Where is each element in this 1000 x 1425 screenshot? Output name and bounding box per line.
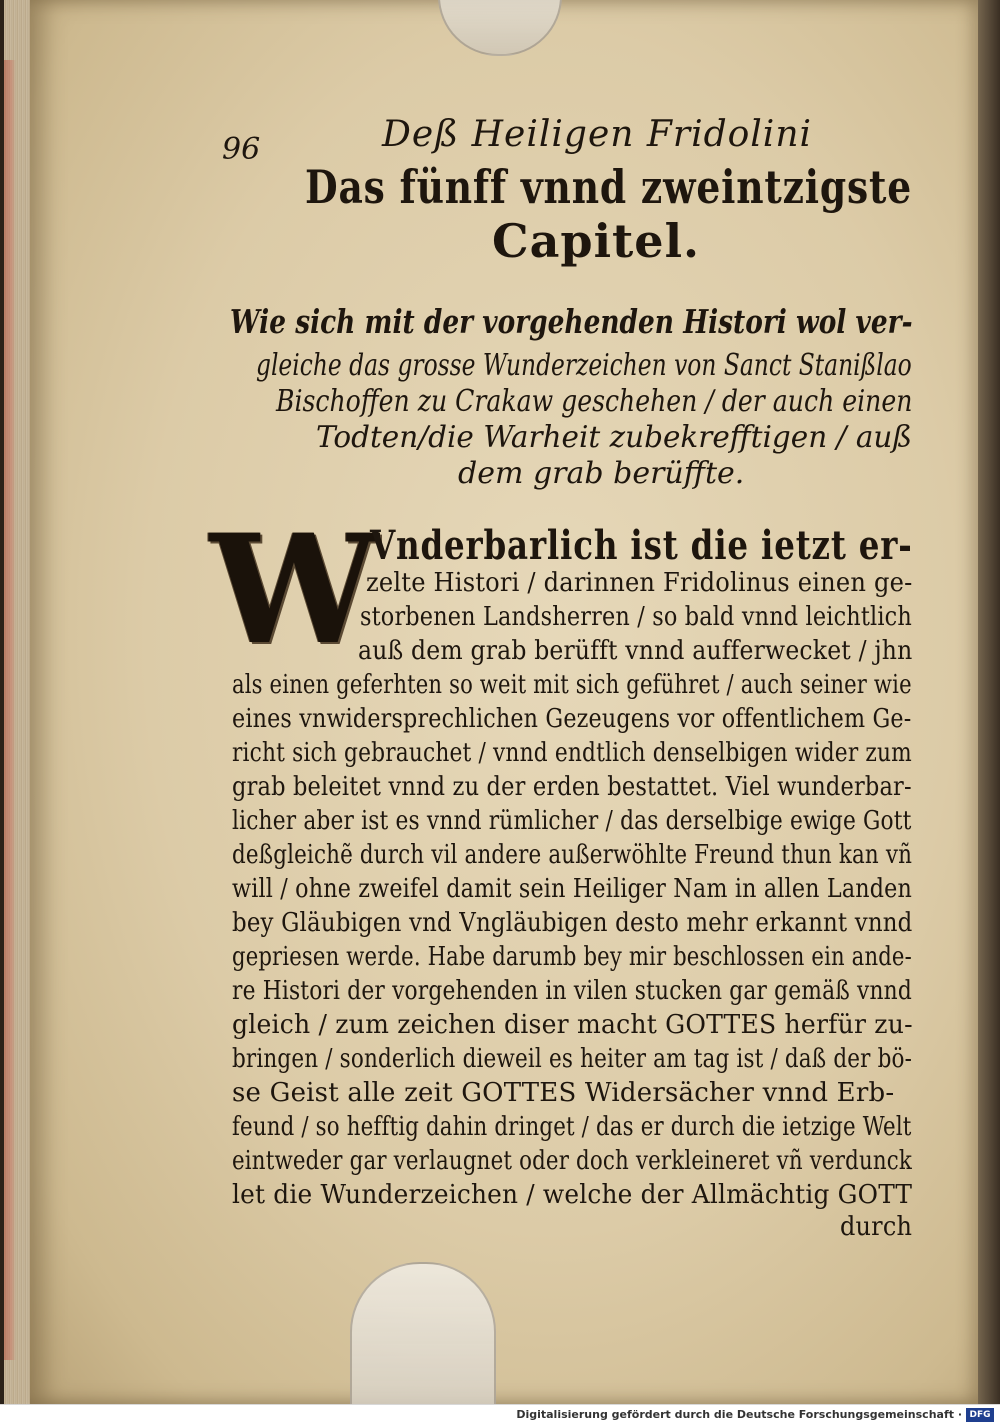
body-line: feund / so hefftig dahin dringet / das er durch die ietzige Welt [232,1112,912,1142]
summary-line-2: gleiche das grosse Wunderzeichen von Sanct Stanißlao [256,348,912,383]
summary-line-1: Wie sich mit der vorgehenden Histori wol ver- [230,302,913,341]
decorated-initial: W [209,502,379,678]
running-head: Deß Heiligen Fridolini [382,114,813,155]
summary-line-3: Bischoffen zu Crakaw geschehen / der auch einen [276,384,913,419]
body-line: let die Wunderzeichen / welche der Allmächtig GOTT [232,1180,913,1210]
body-line: deßgleichẽ durch vil andere außerwöhlte Freund thun kan vñ [232,840,913,870]
body-line: richt sich gebrauchet / vnnd endtlich denselbigen wider zum [232,738,912,768]
red-page-edge [4,60,16,1360]
catchword: durch [840,1212,913,1242]
body-line: grab beleitet vnnd zu der erden bestattet. Viel wunderbar- [232,772,912,802]
summary-line-5: dem grab berüffte. [458,456,745,491]
body-line: eintweder gar verlaugnet oder doch verkleineret vñ verdunck [232,1146,913,1176]
dfg-logo-icon: DFG [966,1408,994,1422]
body-line: bringen / sonderlich dieweil es heiter am tag ist / daß der bö- [232,1044,913,1074]
attribution-footer [0,1404,1000,1425]
body-line: gleich / zum zeichen diser macht GOTTES herfür zu- [232,1010,913,1040]
chapter-title-line-1: Das fünff vnnd zweintzigste [305,160,912,214]
body-line: auß dem grab berüfft vnnd aufferwecket / jhn [358,636,913,666]
body-line: bey Gläubigen vnd Vngläubigen desto mehr erkannt vnnd [232,908,913,938]
body-line: re Histori der vorgehenden in vilen stucken gar gemäß vnnd [232,976,912,1006]
body-line: eines vnwidersprechlichen Gezeugens vor offentlichem Ge- [232,704,912,734]
chapter-title-line-2: Capitel. [492,214,701,268]
funding-notice: Digitalisierung gefördert durch die Deutsche Forschungsgemeinschaft · [516,1408,962,1421]
body-line: se Geist alle zeit GOTTES Widersächer vnnd Erb- [232,1078,895,1108]
body-line: zelte Histori / darinnen Fridolinus einen ge- [366,568,913,598]
body-first-line: Vnderbarlich ist die ietzt er- [370,522,913,569]
summary-line-4: Todten/die Warheit zubekrefftigen / auß [316,420,913,455]
body-line: als einen geferhten so weit mit sich geführet / auch seiner wie [232,670,912,700]
glass-clip-bottom [350,1262,496,1404]
binding-shadow [976,0,1000,1404]
page-number: 96 [222,132,261,167]
body-line: gepriesen werde. Habe darumb bey mir beschlossen ein ande- [232,942,912,972]
body-line: storbenen Landsherren / so bald vnnd leichtlich [360,602,912,632]
body-line: will / ohne zweifel damit sein Heiliger Nam in allen Landen [232,874,912,904]
body-line: licher aber ist es vnnd rümlicher / das derselbige ewige Gott [232,806,912,836]
